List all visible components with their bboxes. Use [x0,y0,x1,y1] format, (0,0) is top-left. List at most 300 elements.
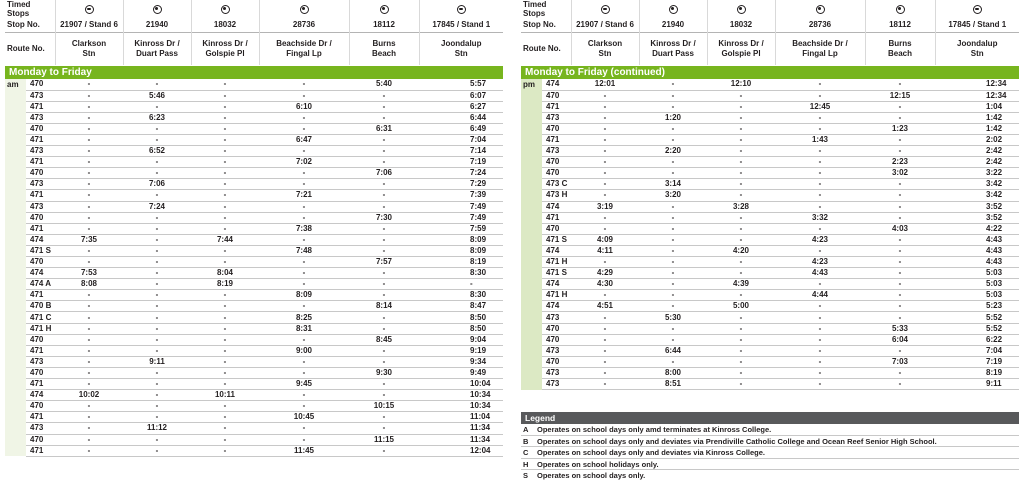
bus-station-icon [601,5,610,14]
departure-time: 5:03 [935,279,1019,290]
stop-name-line1: Kinross Dr / [650,38,696,48]
route-number: 470 [26,168,55,179]
period-spacer [5,379,26,390]
table-row [521,379,1019,390]
stop-name [865,32,935,65]
departure-time: 12:04 [419,445,503,456]
period-spacer [521,257,542,268]
departure-time: 7:59 [419,223,503,234]
stop-name-line1: Burns [372,38,396,48]
departure-time: - [123,223,191,234]
departure-time: - [865,79,935,90]
legend-key: B [523,436,529,446]
route-number: 471 [26,445,55,456]
table-row [521,234,1019,245]
departure-time: 7:49 [419,212,503,223]
departure-time: - [123,257,191,268]
route-number: 470 [542,90,571,101]
departure-time: 4:03 [865,223,935,234]
departure-time: 7:44 [191,234,259,245]
departure-time: - [191,168,259,179]
route-number: 471 S [542,268,571,279]
table-row [5,157,503,168]
departure-time: - [865,201,935,212]
departure-time: 11:12 [123,423,191,434]
table-row [5,334,503,345]
departure-time: - [123,445,191,456]
table-row [521,146,1019,157]
departure-time: - [55,301,123,312]
departure-time: - [571,134,639,145]
period-spacer [5,101,26,112]
departure-time: 1:04 [935,101,1019,112]
route-number: 471 [26,190,55,201]
table-row [5,79,503,90]
period-spacer [5,401,26,412]
departure-time: - [123,190,191,201]
departure-time: - [707,123,775,134]
stop-name-line2: Stn [454,48,468,58]
table-row [521,134,1019,145]
table-row [5,367,503,378]
departure-time: - [639,245,707,256]
departure-time: - [123,401,191,412]
departure-time: - [571,367,639,378]
departure-time: - [865,312,935,323]
departure-time: - [191,190,259,201]
departure-time: - [123,434,191,445]
departure-time: 10:15 [349,401,419,412]
departure-time: 7:38 [259,223,349,234]
departure-time: 7:04 [935,345,1019,356]
departure-time: - [55,101,123,112]
departure-time: 7:24 [419,168,503,179]
departure-time: - [707,157,775,168]
stop-name [123,32,191,65]
departure-time: 4:30 [571,279,639,290]
departure-time: 8:00 [639,367,707,378]
departure-time: - [349,323,419,334]
departure-time: - [55,434,123,445]
legend-item [521,470,1019,482]
departure-time: - [259,234,349,245]
departure-time: - [55,212,123,223]
route-number: 473 [542,345,571,356]
departure-time: 7:14 [419,146,503,157]
departure-time: 4:22 [935,223,1019,234]
departure-time: - [707,179,775,190]
departure-time: - [191,423,259,434]
route-number: 474 [26,268,55,279]
table-row [5,146,503,157]
departure-time: 6:07 [419,90,503,101]
departure-time: - [349,223,419,234]
departure-time: 12:34 [935,90,1019,101]
period-spacer [5,445,26,456]
route-number: 470 [26,212,55,223]
table-row [5,356,503,367]
departure-time: 2:20 [639,146,707,157]
departure-time: - [191,412,259,423]
period-spacer [521,356,542,367]
departure-time: 6:31 [349,123,419,134]
departure-time: 4:09 [571,234,639,245]
route-number: 473 [26,356,55,367]
departure-time: - [55,323,123,334]
table-row [5,301,503,312]
stop-name-line1: Joondalup [441,38,482,48]
departure-time: 3:52 [935,212,1019,223]
timed-stop-icon [153,5,162,14]
departure-time: - [259,79,349,90]
departure-time: - [707,379,775,390]
departure-time: - [707,268,775,279]
departure-time: - [639,301,707,312]
table-row [5,90,503,101]
legend-item [521,436,1019,448]
route-number: 471 [542,212,571,223]
table-row [521,245,1019,256]
departure-time: - [349,356,419,367]
departure-time: - [865,179,935,190]
bus-station-icon [457,5,466,14]
departure-time: - [571,212,639,223]
timed-stop-icon [300,5,309,14]
route-number: 471 [26,223,55,234]
departure-time: - [349,390,419,401]
departure-time: 6:44 [639,345,707,356]
departure-time: - [55,334,123,345]
departure-time: - [123,312,191,323]
table-row [5,134,503,145]
period-spacer [5,390,26,401]
departure-time: - [639,157,707,168]
period-spacer [5,168,26,179]
departure-time: 6:44 [419,112,503,123]
departure-time: - [639,323,707,334]
departure-time: - [259,279,349,290]
departure-time: - [349,112,419,123]
period-spacer [521,168,542,179]
stop-name-line2: Stn [970,48,984,58]
departure-time: 2:42 [935,157,1019,168]
departure-time: 6:22 [935,334,1019,345]
departure-time: - [865,268,935,279]
legend-text: Operates on school holidays only. [537,459,659,469]
departure-time: - [775,79,865,90]
departure-time: - [571,334,639,345]
route-number: 471 H [542,290,571,301]
legend-text: Operates on school days only and deviates via Kinross College. [537,448,765,457]
departure-time: - [349,312,419,323]
departure-time: 7:49 [419,201,503,212]
departure-time: 9:19 [419,345,503,356]
departure-time: 7:53 [55,268,123,279]
period-spacer [521,112,542,123]
departure-time: - [865,345,935,356]
departure-time: - [191,223,259,234]
table-row [521,356,1019,367]
departure-time: - [349,201,419,212]
table-row [5,112,503,123]
route-number: 470 [26,79,55,90]
departure-time: 8:14 [349,301,419,312]
route-number: 470 [542,334,571,345]
departure-time: - [191,134,259,145]
departure-time: 10:45 [259,412,349,423]
departure-time: 7:29 [419,179,503,190]
departure-time: 7:19 [419,157,503,168]
stop-name [349,32,419,65]
stop-name-line2: Fingal Lp [286,48,322,58]
departure-time: 12:10 [707,79,775,90]
departure-time: - [55,245,123,256]
departure-time: 3:20 [639,190,707,201]
departure-time: 9:45 [259,379,349,390]
period-spacer [5,323,26,334]
stop-name [259,32,349,65]
route-number: 470 [26,257,55,268]
departure-time: 8:30 [419,268,503,279]
departure-time: 10:02 [55,390,123,401]
period-spacer [521,290,542,301]
period-spacer [5,290,26,301]
departure-time: - [639,201,707,212]
departure-time: - [775,146,865,157]
departure-time: - [349,268,419,279]
departure-time: - [55,134,123,145]
departure-time: - [259,367,349,378]
departure-time: 8:50 [419,312,503,323]
departure-time: 10:34 [419,401,503,412]
period-spacer [5,257,26,268]
departure-time: - [775,168,865,179]
departure-time: - [865,212,935,223]
departure-time: - [123,268,191,279]
period-spacer [5,201,26,212]
route-number: 471 H [26,323,55,334]
departure-time: 8:09 [259,290,349,301]
route-number: 473 [26,112,55,123]
departure-time: - [865,112,935,123]
departure-time: 4:51 [571,301,639,312]
departure-time: - [571,323,639,334]
departure-time: - [865,367,935,378]
table-row [5,434,503,445]
timed-stop-icon [896,5,905,14]
table-row [521,90,1019,101]
departure-time: - [259,212,349,223]
departure-time: 11:34 [419,423,503,434]
stop-name-line2: Duart Pass [136,48,178,58]
departure-time: - [349,179,419,190]
table-row [521,212,1019,223]
departure-time: 6:52 [123,146,191,157]
departure-time: - [639,79,707,90]
route-number: 471 C [26,312,55,323]
stop-number: 21940 [639,18,707,32]
route-number: 471 [26,412,55,423]
departure-time: 8:19 [191,279,259,290]
departure-time: - [349,146,419,157]
legend-item [521,447,1019,459]
departure-time: 7:39 [419,190,503,201]
period-spacer [5,356,26,367]
stop-name-line2: Golspie Pl [205,48,245,58]
timed-stop-icon [816,5,825,14]
stop-name [639,32,707,65]
table-row [521,179,1019,190]
departure-time: - [123,390,191,401]
departure-time: - [775,301,865,312]
departure-time: - [775,245,865,256]
departure-time: - [123,134,191,145]
period-spacer [521,345,542,356]
departure-time: - [259,390,349,401]
section-band: Monday to Friday (continued) [521,66,1019,79]
period-spacer [521,157,542,168]
departure-time: - [571,146,639,157]
stop-number: 17845 / Stand 1 [432,20,491,30]
table-row [5,445,503,456]
departure-time: 7:04 [419,134,503,145]
departure-time: - [259,401,349,412]
departure-time: - [55,379,123,390]
timetable-panel-right [521,0,1019,390]
departure-time: 6:49 [419,123,503,134]
departure-time: - [191,257,259,268]
departure-time: - [123,323,191,334]
departure-time: - [639,268,707,279]
table-row [5,212,503,223]
period-spacer [5,423,26,434]
stop-name [191,32,259,65]
period-spacer [521,223,542,234]
route-number: 471 [542,101,571,112]
route-number: 470 [26,401,55,412]
departure-time: 8:51 [639,379,707,390]
departure-time: - [707,334,775,345]
stop-name-line2: Stn [82,48,96,58]
table-row [5,245,503,256]
departure-time: 2:23 [865,157,935,168]
period-spacer [5,268,26,279]
departure-time: - [55,201,123,212]
departure-time: 7:57 [349,257,419,268]
table-row [5,234,503,245]
route-number: 471 S [26,245,55,256]
period-spacer [5,301,26,312]
departure-time: - [775,112,865,123]
departure-time: - [775,223,865,234]
stops-header [5,0,503,65]
departure-time: 7:24 [123,201,191,212]
departure-time: - [775,157,865,168]
departure-time: 4:43 [935,234,1019,245]
departure-time: 3:42 [935,190,1019,201]
table-row [5,257,503,268]
stop-name-line2: Duart Pass [652,48,694,58]
route-number: 470 [542,323,571,334]
stop-no-label: Stop No. [521,18,571,32]
legend-key: S [523,471,529,480]
route-number: 473 C [542,179,571,190]
stop-name [935,32,1019,65]
departure-time: 8:08 [55,279,123,290]
departure-time: - [707,290,775,301]
departure-time: 8:04 [191,268,259,279]
legend-key: C [523,448,529,457]
legend-key: H [523,459,529,469]
departure-time: - [55,168,123,179]
route-number: 473 [542,367,571,378]
departure-time: - [707,212,775,223]
departure-time: - [259,301,349,312]
table-row [5,179,503,190]
departure-time: 1:23 [865,123,935,134]
departure-time: - [259,423,349,434]
route-number: 471 [26,134,55,145]
departure-time: - [571,168,639,179]
period-spacer [521,245,542,256]
departure-time: - [191,345,259,356]
departure-time: - [191,434,259,445]
timetable-panel-left [5,0,503,457]
period-spacer [5,434,26,445]
table-row [521,123,1019,134]
departure-time: - [419,279,503,290]
departure-time: - [55,312,123,323]
departure-time: - [775,123,865,134]
route-number: 471 [26,157,55,168]
departure-time: 5:40 [349,79,419,90]
table-row [5,279,503,290]
departure-time: - [639,212,707,223]
departure-time: - [349,101,419,112]
departure-time: - [349,245,419,256]
departure-time: 10:04 [419,379,503,390]
departure-time: - [191,90,259,101]
period-spacer [521,301,542,312]
period-spacer [521,323,542,334]
departure-time: 9:49 [419,367,503,378]
departure-time: - [571,312,639,323]
departure-time: - [865,190,935,201]
departure-time: - [191,445,259,456]
departure-time: - [571,257,639,268]
departure-time: - [865,279,935,290]
departure-time: 3:22 [935,168,1019,179]
departure-time: 4:43 [775,268,865,279]
departure-time: 3:19 [571,201,639,212]
departure-time: - [259,434,349,445]
departure-time: 3:28 [707,201,775,212]
period-spacer [5,312,26,323]
departure-time: - [775,367,865,378]
departure-time: - [191,101,259,112]
departure-time: - [123,79,191,90]
departure-time: - [707,112,775,123]
departure-time: - [707,168,775,179]
departure-time: - [191,401,259,412]
departure-time: 9:00 [259,345,349,356]
route-number: 470 [26,367,55,378]
departure-time: 5:52 [935,312,1019,323]
stops-header [521,0,1019,65]
period-spacer [5,412,26,423]
departure-time: - [349,157,419,168]
departure-time: - [571,157,639,168]
